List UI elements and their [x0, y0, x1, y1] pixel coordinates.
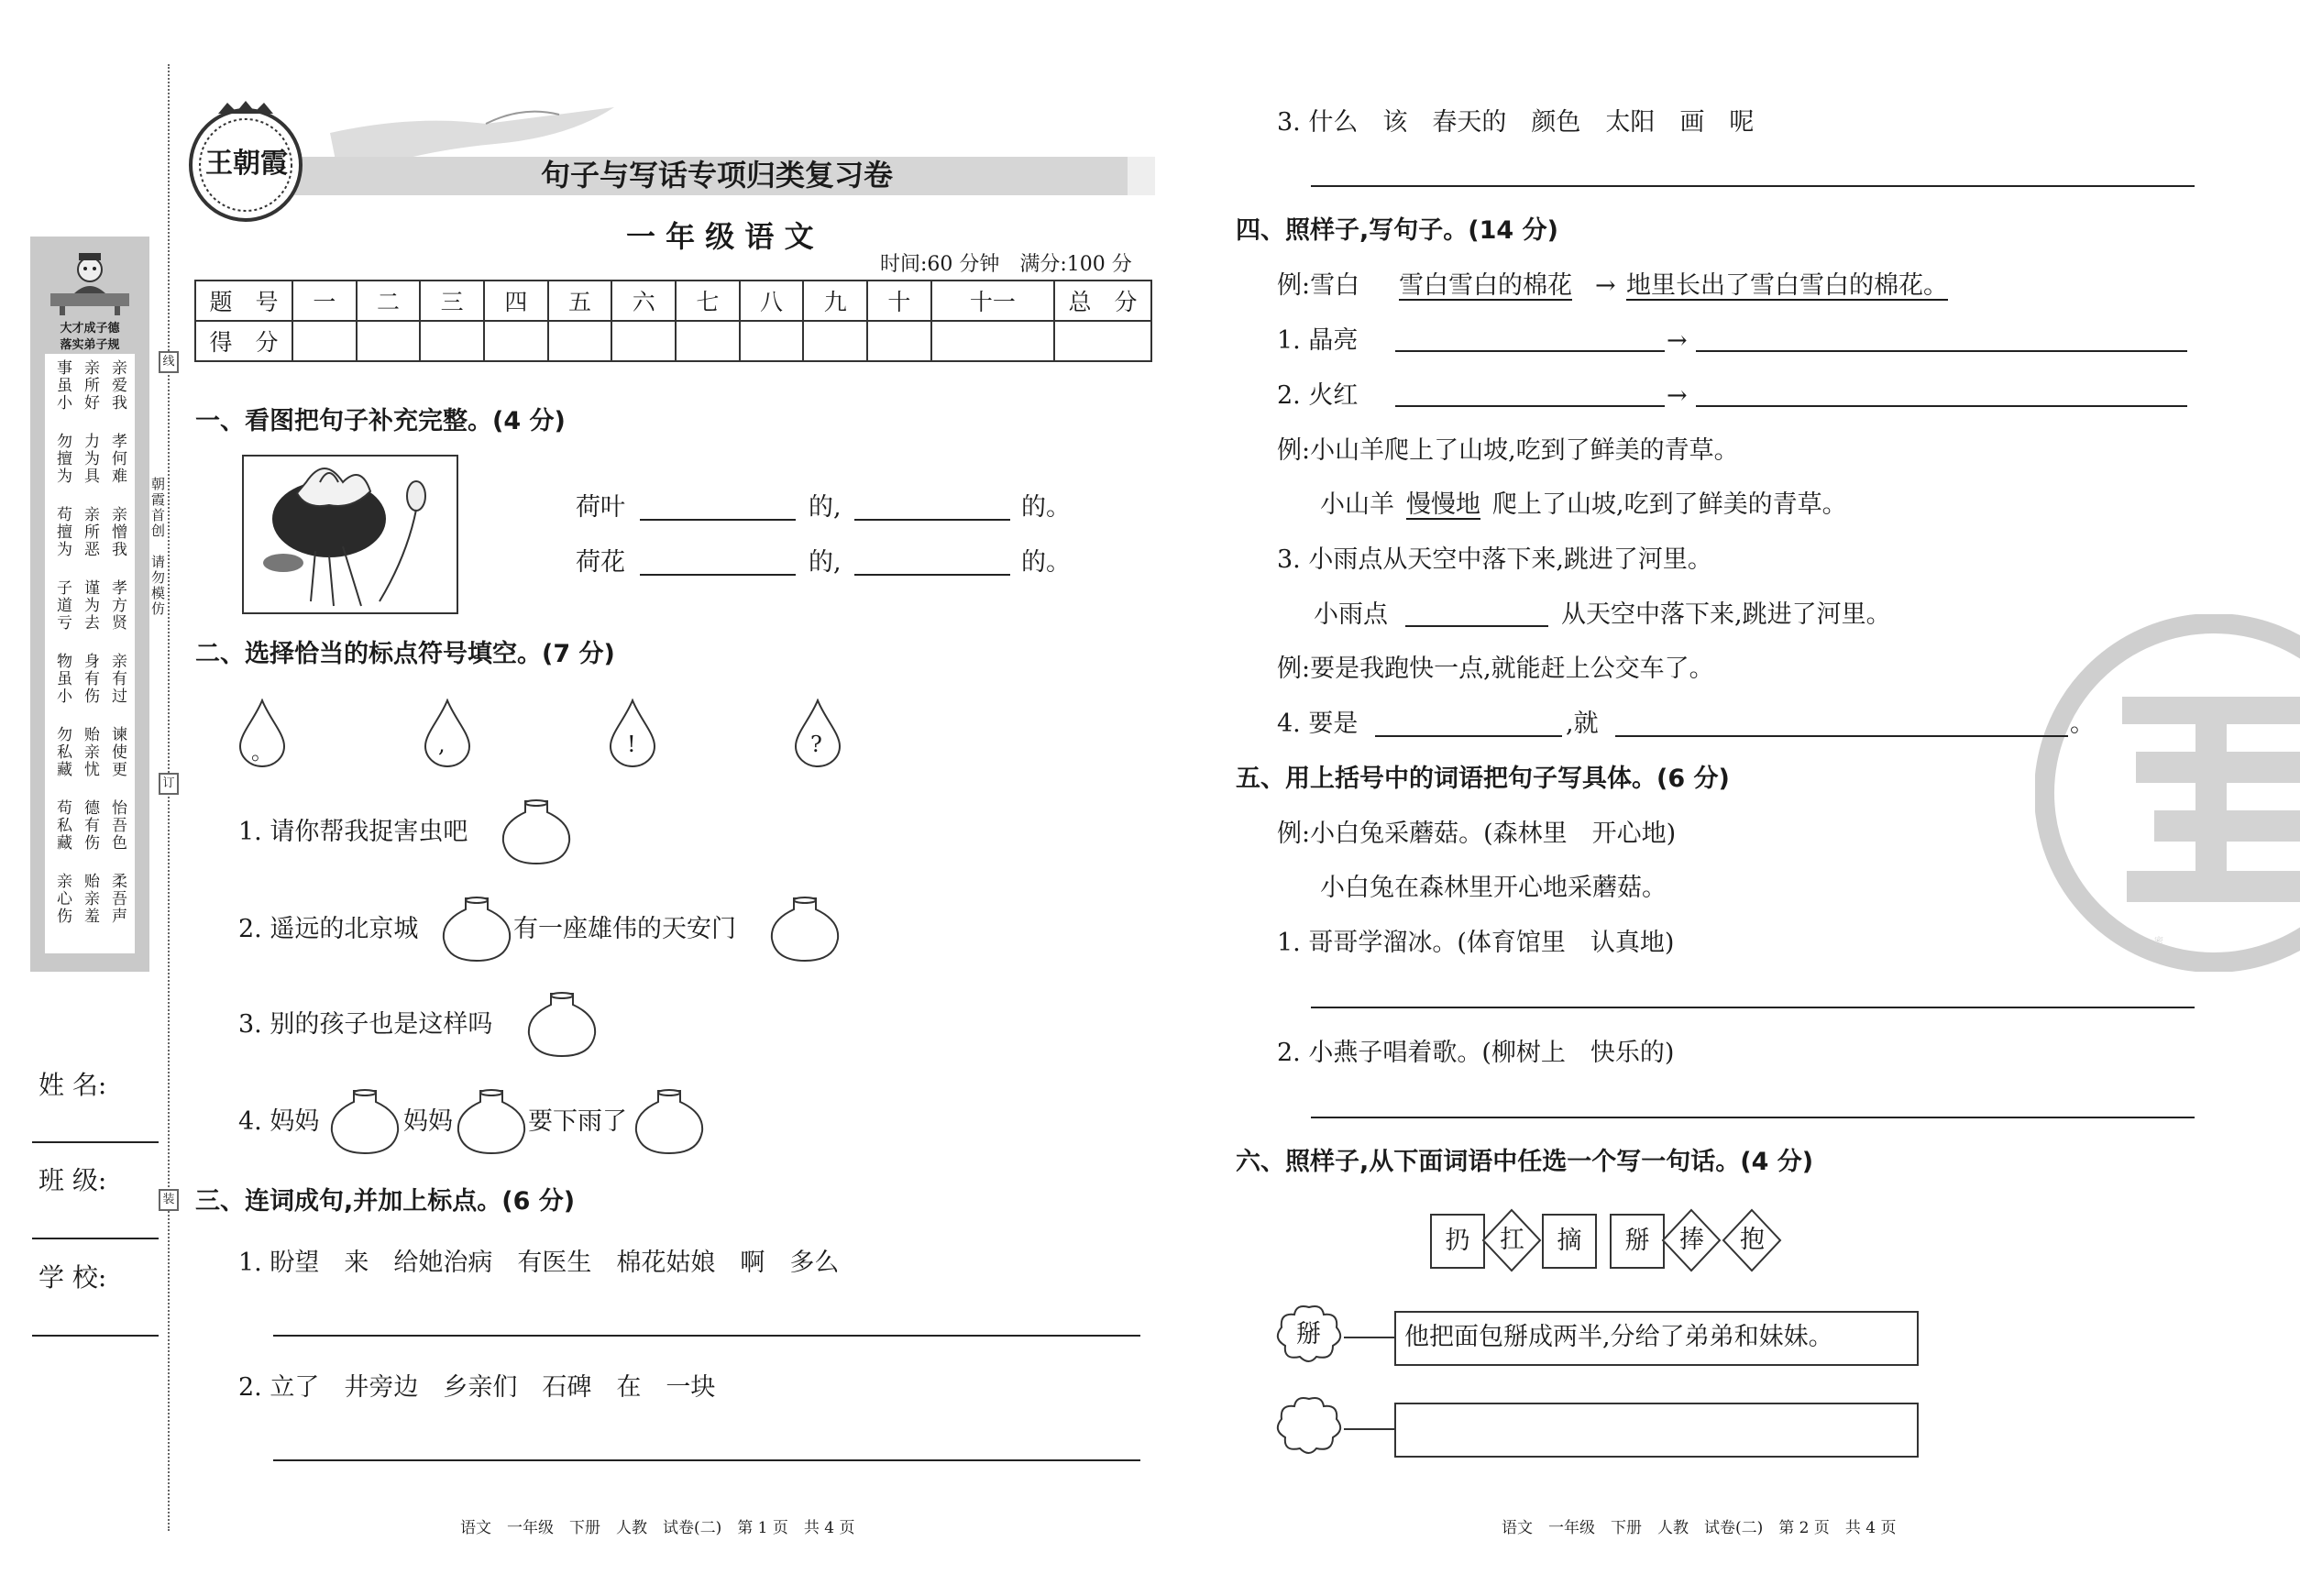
s4-example-2b-pre: 小山羊: [1320, 490, 1394, 519]
punctuation-pot-blank[interactable]: [440, 897, 513, 966]
motto-column: 孝方贤: [108, 579, 127, 632]
s3-q2: 2. 立了 井旁边 乡亲们 石碑 在 一块: [238, 1373, 716, 1402]
s1-line2-start: 荷花: [576, 548, 625, 577]
motto-column: 贻亲忧: [81, 726, 99, 778]
punctuation-drop-period[interactable]: [237, 699, 288, 768]
s2-q2b: 有一座雄伟的天安门: [513, 915, 736, 943]
s3-q2-answer-line[interactable]: [273, 1459, 1140, 1461]
s4-q4-blank-2[interactable]: [1615, 735, 2068, 737]
score-header-cell: 六: [611, 281, 676, 321]
punctuation-pot-blank[interactable]: [768, 897, 842, 966]
score-cell[interactable]: [611, 321, 676, 361]
confidential-watermark: [2035, 614, 2300, 972]
s1-line1-start: 荷叶: [576, 493, 625, 522]
score-cell[interactable]: [548, 321, 612, 361]
score-cell[interactable]: [292, 321, 357, 361]
binding-dotted-line: [168, 64, 170, 1531]
s4-q1-arrow: →: [1667, 326, 1688, 355]
score-cell[interactable]: [803, 321, 867, 361]
score-header-cell: 四: [484, 281, 548, 321]
s4-q4-mid: ,就: [1566, 710, 1599, 738]
connector-line: [1344, 1428, 1395, 1430]
s2-q4c: 要下雨了: [528, 1107, 627, 1136]
motto-column: 物虽小: [53, 653, 72, 705]
section-4-title: 四、照样子,写句子。(14 分): [1236, 216, 1558, 245]
word-diamond-text: 抱: [1740, 1226, 1765, 1254]
punctuation-pot-blank[interactable]: [633, 1089, 706, 1159]
subject-title: 一 年 级 语 文: [626, 219, 814, 254]
score-header-cell: 十一: [931, 281, 1054, 321]
time-info: 时间:60 分钟 满分:100 分: [880, 253, 1132, 276]
section-5-title: 五、用上括号中的词语把句子写具体。(6 分): [1236, 765, 1730, 793]
s4-q3: 3. 小雨点从天空中落下来,跳进了河里。: [1277, 545, 1712, 574]
punctuation-pot-blank[interactable]: [328, 1089, 402, 1159]
motto-column: 苟擅为: [53, 506, 72, 558]
motto-column: 苟私藏: [53, 799, 72, 852]
s2-q3: 3. 别的孩子也是这样吗: [238, 1010, 493, 1039]
s1-line1-end: 的。: [1021, 493, 1071, 522]
s4-q3b-post: 从天空中落下来,跳进了河里。: [1561, 600, 1891, 629]
s4-q1-sentence-line[interactable]: [1696, 350, 2187, 352]
s2-q4b: 妈妈: [403, 1107, 453, 1136]
score-header-cell: 八: [740, 281, 804, 321]
score-header-cell: 一: [292, 281, 357, 321]
name-label: 姓 名:: [39, 1070, 107, 1100]
motto-column: 事虽小: [53, 359, 72, 412]
motto-column: 德有伤: [81, 799, 99, 852]
score-row-label: 得 分: [195, 321, 292, 361]
s4-example-2b-underlined: 慢慢地: [1406, 490, 1480, 519]
score-header-cell: 题 号: [195, 281, 292, 321]
drop-symbol: 。: [251, 739, 273, 765]
motto-column: 谨为去: [81, 579, 99, 632]
motto-column: 谏使更: [108, 726, 127, 778]
word-box-square[interactable]: 扔: [1430, 1214, 1485, 1269]
score-header-cell: 九: [803, 281, 867, 321]
score-table-header-row: [195, 281, 1151, 321]
drop-symbol: !: [627, 732, 636, 757]
score-cell[interactable]: [867, 321, 931, 361]
score-header-cell: 五: [548, 281, 612, 321]
sidebar-banner: [36, 321, 144, 354]
motto-column: 亲所恶: [81, 506, 99, 558]
s4-q3-blank[interactable]: [1405, 625, 1548, 627]
word-box-square[interactable]: 摘: [1542, 1214, 1597, 1269]
punctuation-pot-blank[interactable]: [455, 1089, 528, 1159]
score-header-cell: 总 分: [1054, 281, 1151, 321]
score-cell[interactable]: [357, 321, 421, 361]
motto-column: 勿擅为: [53, 433, 72, 485]
motto-column: 柔吾声: [108, 873, 127, 925]
score-header-cell: 十: [867, 281, 931, 321]
motto-text-area: [45, 354, 135, 953]
word-diamond-text: 扛: [1500, 1226, 1524, 1254]
answer-flower-badge[interactable]: [1274, 1395, 1344, 1456]
name-field[interactable]: [32, 1141, 159, 1143]
s4-q4-blank-1[interactable]: [1375, 735, 1562, 737]
word-chain: [1430, 1208, 1788, 1278]
score-cell[interactable]: [420, 321, 484, 361]
section-3-title: 三、连词成句,并加上标点。(6 分): [195, 1187, 576, 1216]
s4-q2-sentence-line[interactable]: [1696, 405, 2187, 407]
score-cell[interactable]: [676, 321, 740, 361]
motto-column: 子道亏: [53, 579, 72, 632]
s5-example-answer: 小白兔在森林里开心地采蘑菇。: [1320, 874, 1667, 902]
s1-blank-1[interactable]: [640, 519, 796, 521]
s1-blank-2[interactable]: [854, 519, 1010, 521]
motto-column: 怡吾色: [108, 799, 127, 852]
s4-example-1-arrow: →: [1595, 271, 1616, 300]
example-word: 掰: [1296, 1320, 1321, 1348]
s3-q1-answer-line[interactable]: [273, 1335, 1140, 1337]
left-page-footer: 语文 一年级 下册 人教 试卷(二) 第 1 页 共 4 页: [460, 1519, 855, 1537]
score-cell[interactable]: [740, 321, 804, 361]
class-field[interactable]: [32, 1238, 159, 1239]
s2-q1: 1. 请你帮我捉害虫吧: [238, 818, 468, 846]
s4-q1-phrase-line[interactable]: [1395, 350, 1665, 352]
s5-q1: 1. 哥哥学溜冰。(体育馆里 认真地): [1277, 929, 1675, 957]
s2-q2a: 2. 遥远的北京城: [238, 915, 419, 943]
seal-mark-3: 装: [159, 1189, 179, 1211]
drop-symbol: ?: [810, 732, 822, 757]
s1-line2-end: 的。: [1021, 548, 1071, 577]
score-table: [194, 280, 1152, 362]
s4-example-2: 例:小山羊爬上了山坡,吃到了鲜美的青草。: [1277, 436, 1739, 465]
s4-q2-phrase-line[interactable]: [1395, 405, 1665, 407]
motto-column: 亲心伤: [53, 873, 72, 925]
publisher-logo-text: 王朝霞: [205, 148, 288, 180]
s5-q2: 2. 小燕子唱着歌。(柳树上 快乐的): [1277, 1039, 1675, 1067]
banner-line-2: 落实弟子规: [60, 338, 120, 352]
s4-q2: 2. 火红: [1277, 381, 1359, 410]
section-1-title: 一、看图把句子补充完整。(4 分): [195, 407, 566, 435]
page-title: 句子与写话专项归类复习卷: [541, 158, 894, 193]
s4-example-1-sentence: 地里长出了雪白雪白的棉花。: [1626, 271, 1948, 300]
s4-example-1-label: 例:雪白: [1277, 271, 1360, 300]
score-header-cell: 七: [676, 281, 740, 321]
s4-example-3: 例:要是我跑快一点,就能赶上公交车了。: [1277, 655, 1714, 683]
score-table-score-row: [195, 321, 1151, 361]
example-sentence: 他把面包掰成两半,分给了弟弟和妹妹。: [1404, 1323, 1833, 1351]
scholar-figure-illustration: [47, 246, 133, 317]
section-6-title: 六、照样子,从下面词语中任选一个写一句话。(4 分): [1236, 1148, 1814, 1176]
s4-q1: 1. 晶亮: [1277, 326, 1359, 355]
vertical-copyright-note: 朝霞首创 请勿模仿: [149, 477, 166, 617]
motto-column: 身有伤: [81, 653, 99, 705]
s4-q4-pre: 4. 要是: [1277, 710, 1359, 738]
s1-line1-mid: 的,: [809, 493, 842, 522]
answer-sentence-box[interactable]: [1394, 1403, 1919, 1458]
school-field[interactable]: [32, 1335, 159, 1337]
punctuation-pot-blank[interactable]: [525, 992, 599, 1062]
s1-blank-3[interactable]: [640, 574, 796, 576]
banner-line-1: 大才成子德: [60, 322, 120, 336]
motto-column: 力为具: [81, 433, 99, 485]
section-2-title: 二、选择恰当的标点符号填空。(7 分): [195, 640, 615, 668]
watermark-char: 密: [2154, 937, 2163, 947]
punctuation-drop-comma[interactable]: [422, 699, 473, 768]
score-cell[interactable]: [484, 321, 548, 361]
school-label: 学 校:: [39, 1262, 107, 1293]
right-page-footer: 语文 一年级 下册 人教 试卷(二) 第 2 页 共 4 页: [1502, 1519, 1897, 1537]
score-cell[interactable]: [1054, 321, 1151, 361]
word-diamond-text: 捧: [1679, 1226, 1704, 1254]
s5-q1-answer-line[interactable]: [1311, 1007, 2195, 1008]
sidebar-motto-panel: [30, 237, 149, 972]
motto-column: 亲憎我: [108, 506, 127, 558]
motto-column: 亲有过: [108, 653, 127, 705]
s3-q3-answer-line[interactable]: [1311, 185, 2195, 187]
motto-column: 孝何难: [108, 433, 127, 485]
score-header-cell: 二: [357, 281, 421, 321]
punctuation-pot-blank[interactable]: [500, 799, 573, 869]
s4-example-2b-post: 爬上了山坡,吃到了鲜美的青草。: [1492, 490, 1847, 519]
seal-mark-1: 线: [159, 351, 179, 373]
connector-line: [1344, 1337, 1395, 1338]
score-header-cell: 三: [420, 281, 484, 321]
motto-column: 亲爱我: [108, 359, 127, 412]
s2-q4a: 4. 妈妈: [238, 1107, 320, 1136]
motto-column: 贻亲羞: [81, 873, 99, 925]
s4-example-1-phrase: 雪白雪白的棉花: [1399, 271, 1572, 300]
s4-q4-end: 。: [2070, 710, 2095, 738]
score-cell[interactable]: [931, 321, 1054, 361]
class-label: 班 级:: [39, 1165, 107, 1195]
s4-q2-arrow: →: [1667, 381, 1688, 410]
word-box-square[interactable]: 掰: [1610, 1214, 1665, 1269]
lotus-illustration: [242, 455, 458, 614]
s3-q3: 3. 什么 该 春天的 颜色 太阳 画 呢: [1277, 108, 1755, 137]
s1-line2-mid: 的,: [809, 548, 842, 577]
punctuation-drop-exclamation[interactable]: [607, 699, 658, 768]
punctuation-drop-question[interactable]: [792, 699, 843, 768]
drop-symbol: ,: [438, 732, 446, 757]
seal-mark-2: 订: [159, 773, 179, 795]
s3-q1: 1. 盼望 来 给她治病 有医生 棉花姑娘 啊 多么: [238, 1249, 840, 1277]
s5-example: 例:小白兔采蘑菇。(森林里 开心地): [1277, 820, 1677, 848]
s5-q2-answer-line[interactable]: [1311, 1117, 2195, 1118]
s1-blank-4[interactable]: [854, 574, 1010, 576]
motto-column: 勿私藏: [53, 726, 72, 778]
s4-q3b-pre: 小雨点: [1314, 600, 1388, 629]
motto-column: 亲所好: [81, 359, 99, 412]
